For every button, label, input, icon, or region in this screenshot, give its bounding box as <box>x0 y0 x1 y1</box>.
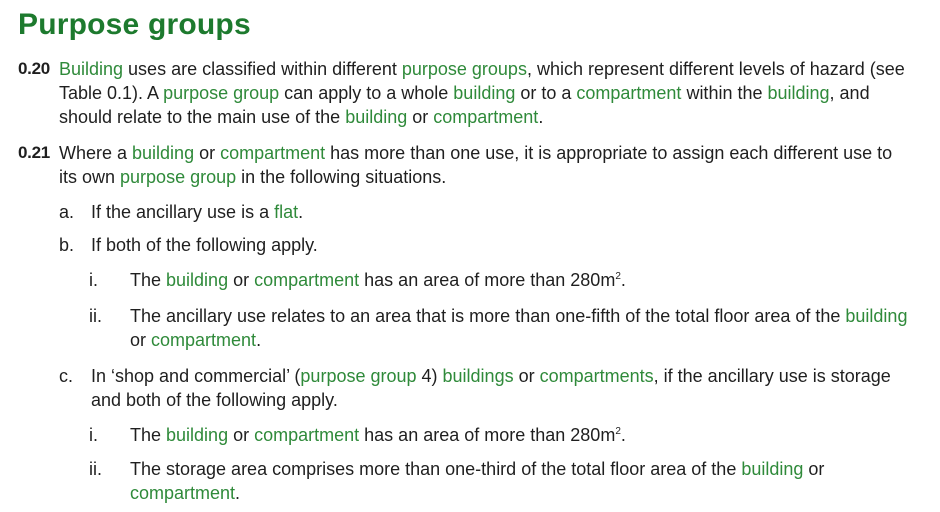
list-marker: c. <box>59 366 74 386</box>
defined-term: building <box>166 425 229 445</box>
list-item-text <box>130 457 905 505</box>
defined-term: building <box>845 306 908 326</box>
text-run: . <box>538 107 544 127</box>
defined-term: building <box>453 83 516 103</box>
text-run: within the <box>681 83 768 103</box>
defined-term: building <box>345 107 408 127</box>
defined-term: compartments <box>539 366 654 386</box>
text-run: has an area of more than 280m <box>359 425 616 445</box>
text-run: or to a <box>515 83 577 103</box>
defined-term: building <box>741 459 804 479</box>
list-marker: a. <box>59 202 75 222</box>
text-run: or <box>194 143 221 163</box>
text-run: or <box>803 459 825 479</box>
text-run: or <box>407 107 434 127</box>
text-run: . <box>298 202 304 222</box>
paragraph-body <box>59 57 905 129</box>
text-run: , and should relate to the main use of the <box>59 83 870 127</box>
paragraph-0-20 <box>18 57 918 129</box>
defined-term: buildings <box>442 366 514 386</box>
defined-term: flat <box>274 202 299 222</box>
defined-term: compartment <box>220 143 326 163</box>
superscript: 2 <box>615 426 621 437</box>
text-run: or <box>130 330 152 350</box>
defined-term: Building <box>59 59 124 79</box>
text-run: . <box>620 425 626 445</box>
text-run: In ‘shop and commercial’ ( <box>91 366 301 386</box>
defined-term: compartment <box>433 107 539 127</box>
text-run: If both of the following apply. <box>91 235 318 255</box>
text-run: Where a <box>59 143 133 163</box>
defined-term: purpose groups <box>401 59 527 79</box>
text-run: . <box>620 270 626 290</box>
defined-term: building <box>132 143 195 163</box>
list-item-text <box>91 233 881 257</box>
text-run: The storage area comprises more than one-third of the total floor area of the <box>130 459 742 479</box>
text-run: 4) <box>416 366 443 386</box>
paragraph-number: 0.21 <box>18 143 50 162</box>
defined-term: compartment <box>130 483 236 503</box>
defined-term: compartment <box>151 330 257 350</box>
defined-term: building <box>166 270 229 290</box>
text-run: The <box>130 425 167 445</box>
list-marker: i. <box>89 270 98 290</box>
text-run: . <box>235 483 241 503</box>
list-item-text <box>130 304 915 352</box>
defined-term: compartment <box>254 425 360 445</box>
list-item-text <box>91 200 881 224</box>
text-run: can apply to a whole <box>279 83 454 103</box>
text-run: uses are classified within different <box>123 59 402 79</box>
text-run: or <box>513 366 540 386</box>
text-run: The <box>130 270 167 290</box>
text-run: has more than one use, it is appropriate to assign each different use to its own <box>59 143 893 187</box>
text-run: , if the ancillary use is storage and both of the following apply. <box>91 366 891 410</box>
defined-term: compartment <box>576 83 682 103</box>
section-title: Purpose groups <box>18 8 251 41</box>
list-item-text <box>91 364 891 412</box>
text-run: or <box>228 425 255 445</box>
defined-term: purpose group <box>120 167 237 187</box>
list-marker: ii. <box>89 459 102 479</box>
defined-term: purpose group <box>163 83 280 103</box>
list-marker: ii. <box>89 306 102 326</box>
text-run: The ancillary use relates to an area that is more than one-fifth of the total floor area of the <box>130 306 846 326</box>
paragraph-0-21 <box>18 141 918 189</box>
text-run: If the ancillary use is a <box>91 202 275 222</box>
list-marker: b. <box>59 235 75 255</box>
list-item-text <box>130 423 920 447</box>
list-item-text <box>130 268 920 292</box>
text-run: or <box>228 270 255 290</box>
text-run: has an area of more than 280m <box>359 270 616 290</box>
paragraph-body <box>59 141 905 189</box>
paragraph-number: 0.20 <box>18 59 50 78</box>
defined-term: compartment <box>254 270 360 290</box>
list-marker: i. <box>89 425 98 445</box>
defined-term: purpose group <box>300 366 417 386</box>
superscript: 2 <box>615 271 621 282</box>
text-run: , which represent different levels of hazard (see Table 0.1). A <box>59 59 905 103</box>
defined-term: building <box>767 83 830 103</box>
text-run: in the following situations. <box>236 167 447 187</box>
text-run: . <box>256 330 262 350</box>
